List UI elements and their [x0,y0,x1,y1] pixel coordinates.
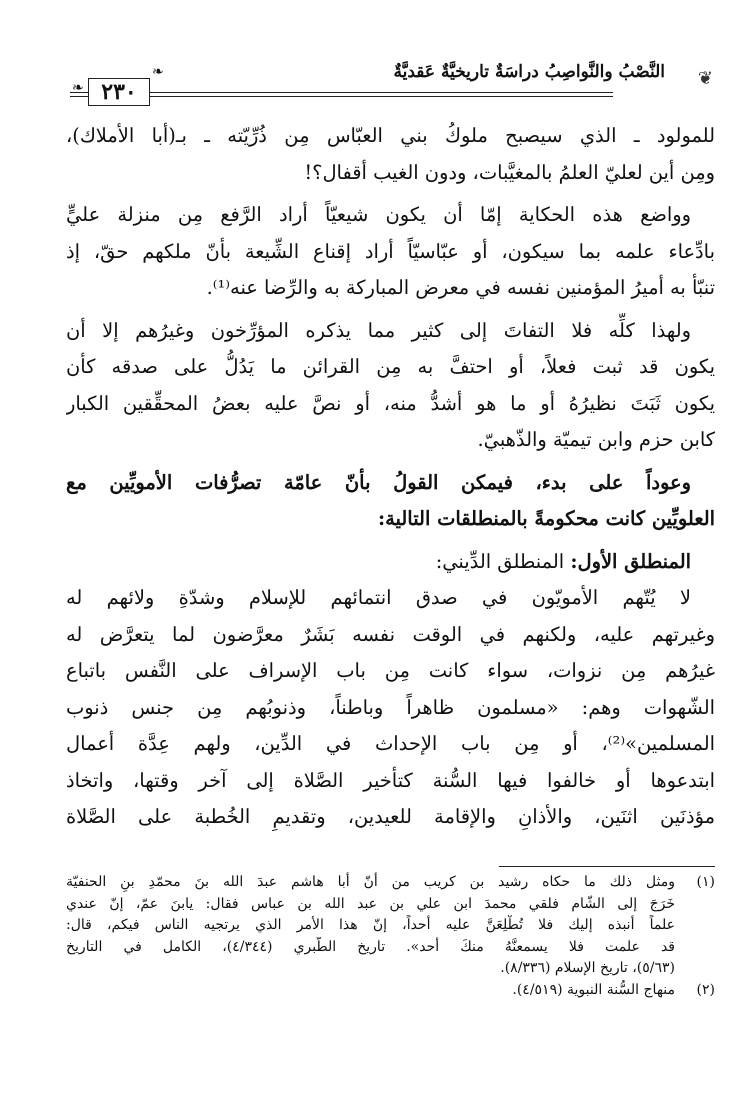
text-line: لا يُتّهم الأمويّون في صدق انتمائهم للإسلام وشدّةِ ولائهم له [66,586,691,609]
footnote-text: (٥/٦٣)، تاريخ الإسلام (٨/٣٣٦). [500,960,675,976]
text-line: ومِن أين لعليّ العلمُ بالمغيَّبات، ودون الغيب أقفال؟! [304,160,715,184]
footnote-text: ومثل ذلك ما حكاه رشيد بن كريب من أنّ أبا هاشم عبدَ الله بنَ محمّدِ بنِ الحنفيّة [66,874,675,890]
footnote-text: خَرَجَ إلى الشّام فلقي محمدَ ابن علي بن عبد الله بن عباس فقال: يابنَ عمّ، إنّ عندي [66,895,675,912]
text-line: يكون ثَبَتَ نظيرُهُ أو ما هو أشدُّ منه، أو نصَّ عليه بعضُ المحقِّقين الكبار [66,391,715,415]
footnote-line [66,872,715,894]
footnote-line [66,915,715,937]
section-heading-subtitle: المنطلق الدِّيني: [435,549,571,573]
book-title: النَّصْبُ والنَّواصِبُ دراسَةٌ تاريخيَّةٌ عَقديَّةٌ [393,62,665,82]
footnote-line [66,894,715,916]
text-line: وواضع هذه الحكاية إمّا أن يكون شيعيّاً أراد الرَّفع مِن منزلة عليٍّ [66,203,691,226]
text-line: المسلمين»⁽²⁾، أو مِن باب الإحداث في الدِّين، ولهم عِدَّة أعمال [66,732,715,755]
text-line: العلويِّين كانت محكومةً بالمنطلقات التالية: [377,507,715,530]
text-line: كابن حزم وابن تيميّة والذّهبيّ. [477,428,715,451]
footnote-text: منهاج السُّنة النبوية (٤/٥١٩). [512,981,675,998]
text-line: وعوداً على بدء، فيمكن القولُ بأنّ عامّة تصرُّفات الأمويِّين مع [66,470,691,494]
text-line: وغيرتهم عليه، ولكنهم في الوقت نفسه بَشَرٌ معرَّضون لما يتعرَّض له [66,622,715,646]
footnote-number: (١) [696,874,715,890]
footnote-text: علماً أنبذه إليك فلا تُطْلِعَنَّ عليه أحداً، إنّ هذا الأمر الذي يرتجيه الناس فيكم، قال: [66,917,675,933]
footnote-line [66,937,715,959]
page-number-ornament-icon: ❧ [72,80,84,96]
text-line [66,544,715,581]
header-rule [70,96,613,97]
text-line: غيرُهم مِن نزوات، سواء كانت مِن باب الإسراف على النَّفس باتباع [66,659,715,682]
footnote-line [66,958,715,980]
footnote-text: قد علمت فلا يسمعنَّهُ منكَ أحد». تاريخ الطّبري (٤/٣٤٤)، الكامل في التاريخ [66,938,675,955]
footnote-number: (٢) [696,981,715,998]
text-line: ولهذا كلِّه فلا التفاتَ إلى كثير مما يذكره المؤرِّخون وغيرُهم إلا أن [66,318,691,342]
header-ornament-icon: ❦ [697,68,713,89]
header-rule [70,92,613,93]
footnote-divider [499,866,715,867]
main-text [66,118,715,836]
section-heading: المنطلق الأول: [570,549,691,573]
text-line: يكون قد ثبت فعلاً، أو احتفَّ به مِن القرائن ما يَدُلُّ على صدقه كأن [66,355,715,378]
text-line: مؤذنَين اثنَين، والأذانِ والإقامة للعيدين، وتقديمِ الخُطبة على الصَّلاة [66,805,715,828]
text-line: تنبّأ به أميرُ المؤمنين نفسه في معرض المباركة به والرِّضا عنه⁽¹⁾. [206,276,715,299]
text-line: ابتدعوها أو خالفوا فيها السُّنة كتأخير الصَّلاة إلى آخر وقتها، واتخاذ [66,768,715,792]
footnote-line [66,980,715,1002]
footnotes [66,872,715,1001]
text-line: بادِّعاء علمه بما سيكون، أو عبّاسيّاً أراد إقناع الشِّيعة بأنّ ملكهم حقّ، إذ [66,239,715,263]
text-line: للمولود ـ الذي سيصبح ملوكُ بني العبّاس مِن ذُرِّيّته ـ بـ(أبا الأملاك)، [66,124,715,147]
text-line: الشّهوات وهم: «مسلمون ظاهراً وباطناً، وذنوبُهم مِن جنس ذنوب [66,695,715,719]
page-number: ٢٣٠ [88,78,150,106]
page-number-ornament-icon: ❧ [152,64,164,80]
running-header [70,60,713,110]
